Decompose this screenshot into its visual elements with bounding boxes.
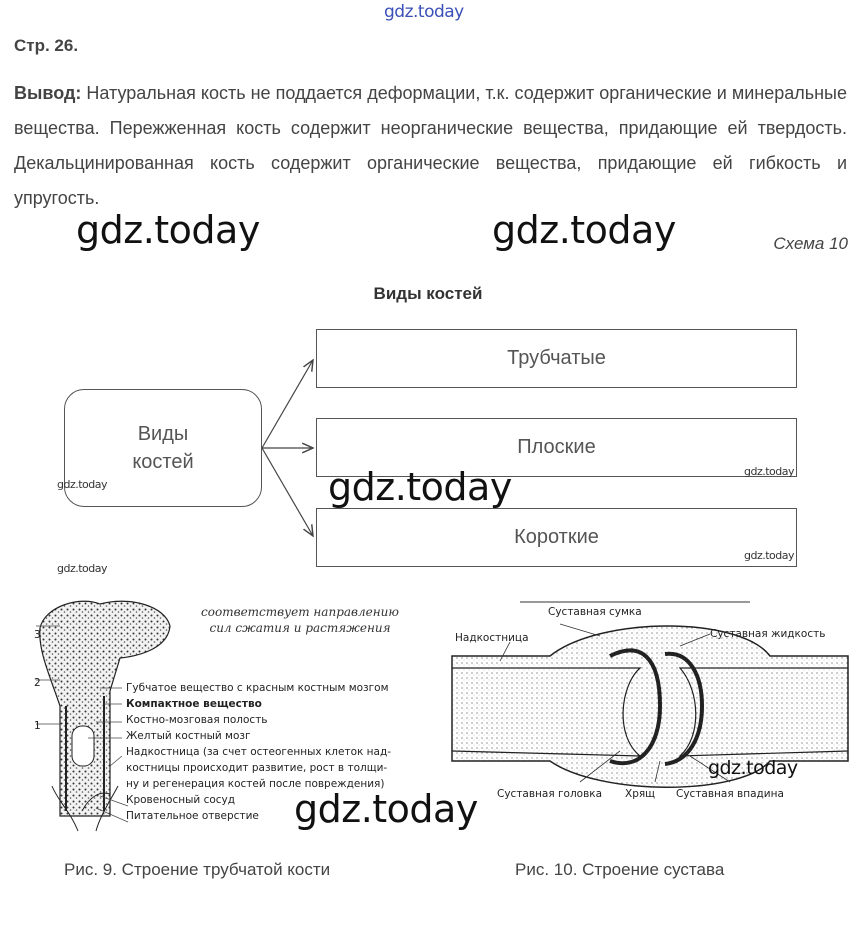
watermark: gdz.today (708, 757, 798, 779)
joint-label-head: Суставная головка (497, 788, 603, 800)
scheme-label: Схема 10 (773, 234, 848, 253)
diagram-title: Виды костей (373, 284, 483, 303)
watermark: gdz.today (744, 465, 795, 478)
bone-level-3: 3 (34, 629, 41, 641)
bone-label-vessel: Кровеносный сосуд (126, 794, 236, 806)
diagram-root-line1: Виды (137, 423, 189, 445)
figure9-caption: Рис. 9. Строение трубчатой кости (64, 860, 331, 879)
joint-label-periosteum: Надкостница (455, 632, 529, 644)
bone-label-yellow-marrow: Желтый костный мозг (126, 730, 251, 742)
type-box-flat: Плоские (316, 418, 797, 477)
bone-label-foramen: Питательное отверстие (126, 810, 259, 822)
bone-label-spongy: Губчатое вещество с красным костным мозгом (126, 682, 389, 694)
bone-level-1: 1 (34, 720, 41, 732)
watermark-top: gdz.today (384, 2, 464, 22)
watermark: gdz.today (76, 208, 260, 252)
joint-label-capsule: Суставная сумка (548, 606, 642, 618)
watermark: gdz.today (57, 478, 108, 491)
joint-label-socket: Суставная впадина (676, 788, 784, 800)
bone-label-cavity: Костно-мозговая полость (126, 714, 268, 726)
watermark: gdz.today (57, 562, 108, 575)
watermark: gdz.today (328, 465, 512, 509)
diagram-root-line2: костей (132, 451, 194, 473)
page-number: Стр. 26. (14, 36, 79, 55)
figure10-caption: Рис. 10. Строение сустава (515, 860, 725, 879)
bone-level-2: 2 (34, 677, 41, 689)
watermark: gdz.today (492, 208, 676, 252)
watermark: gdz.today (744, 549, 795, 562)
watermark: gdz.today (294, 787, 478, 831)
type-box-short: Короткие (316, 508, 797, 567)
bone-top-note (195, 604, 405, 636)
bone-label-periosteum-1: Надкостница (за счет остеогенных клеток над- (126, 746, 392, 758)
bone-top-note-line: соответствует направлению (201, 605, 399, 619)
type-box-tubular: Трубчатые (316, 329, 797, 388)
bone-label-periosteum-3: ну и регенерация костей после повреждения) (126, 778, 385, 790)
conclusion-label: Вывод: (14, 83, 82, 103)
joint-label-fluid: Суставная жидкость (710, 628, 826, 640)
bone-label-periosteum-2: костницы происходит развитие, рост в толщи- (126, 762, 388, 774)
bone-top-note-line: сил сжатия и растяжения (209, 621, 391, 635)
arrow-to-tubular (262, 360, 313, 448)
bone-label-compact: Компактное вещество (126, 698, 262, 710)
conclusion-text: Натуральная кость не поддается деформации, т.к. содержит органические и минеральные вещества. Пережженная кость содержит неорганические вещества, придающие ей твердость. Декальцинированная кость содержит органические вещества, придающие ей гибкость и упругость. (14, 83, 847, 208)
arrow-to-short (262, 448, 313, 536)
joint-label-cartilage: Хрящ (625, 788, 656, 800)
